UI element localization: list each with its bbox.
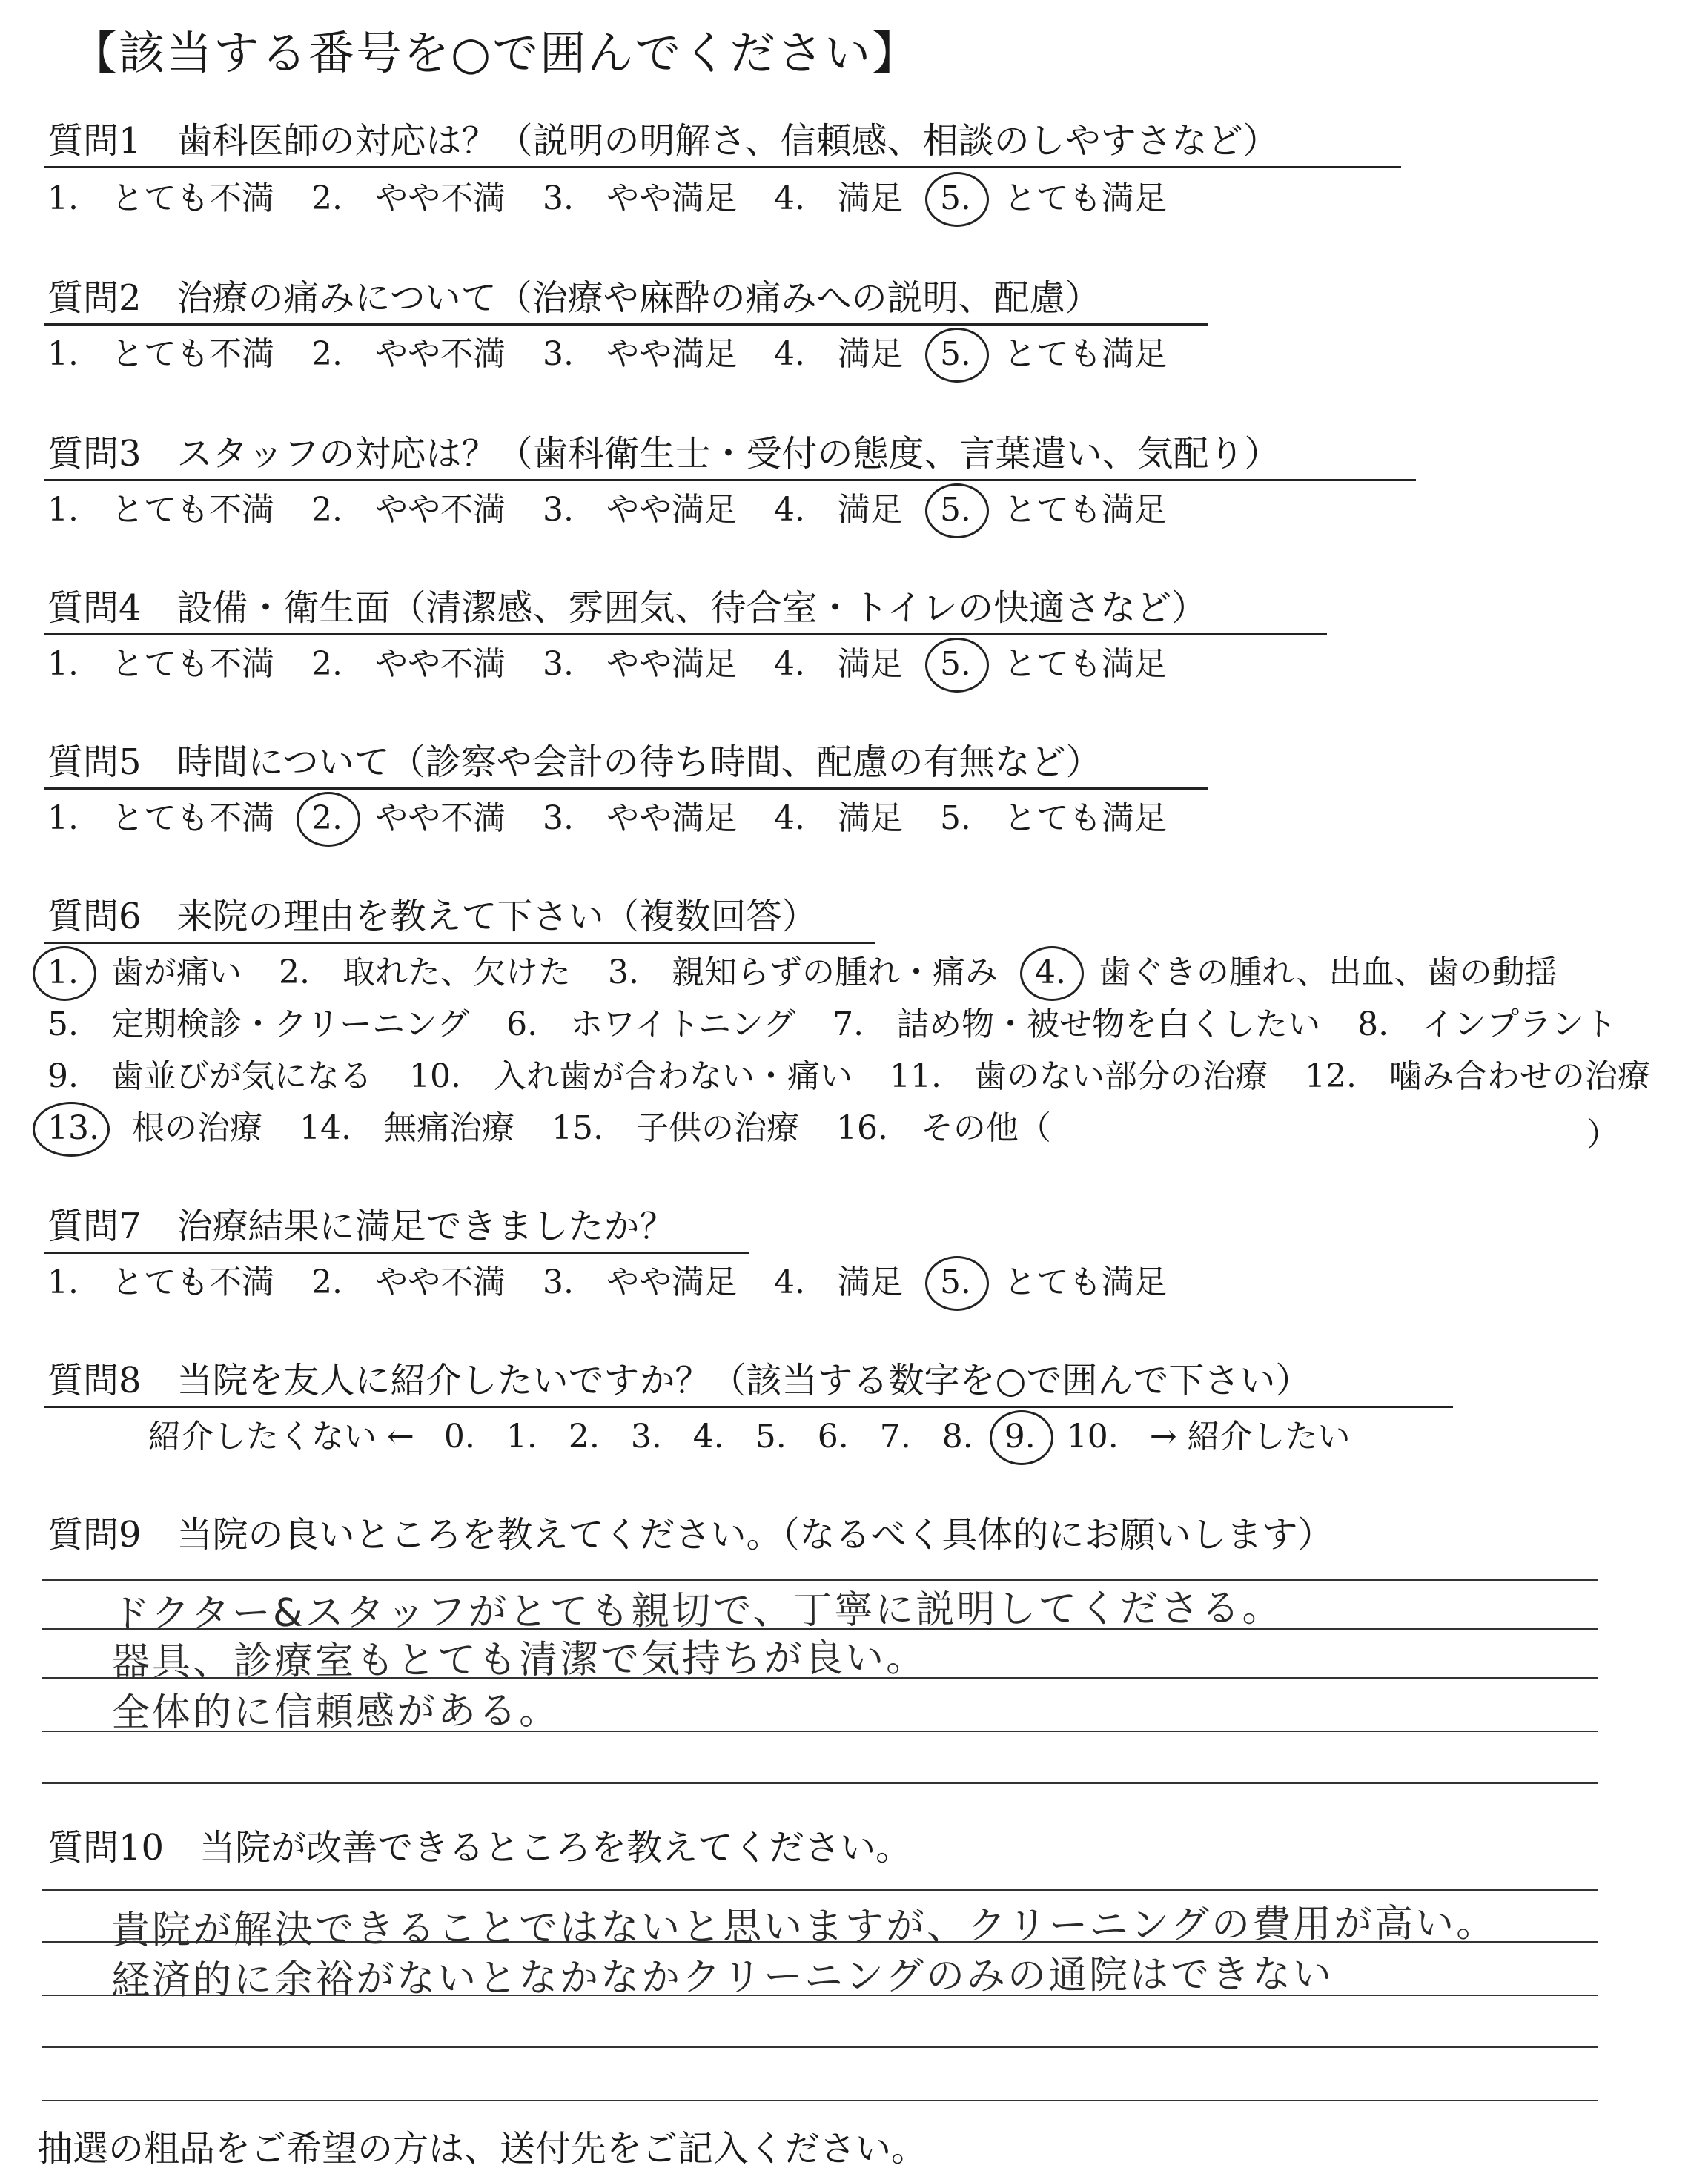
selection-circle xyxy=(925,172,989,227)
question-6-title: 質問6 来院の理由を教えて下さい（複数回答） xyxy=(47,896,818,937)
answer-option[interactable]: 1. 歯が痛い xyxy=(47,952,242,994)
answer-line xyxy=(42,1782,1598,1784)
question-7-options xyxy=(47,1262,1204,1303)
question-5-options xyxy=(47,798,1204,839)
answer-option[interactable]: 8. インプラント xyxy=(1357,1005,1618,1043)
question-5-underline xyxy=(44,787,1208,790)
question-2-options xyxy=(47,334,1204,375)
question-3-options xyxy=(47,489,1204,531)
selection-circle xyxy=(33,946,96,1001)
question-8-title: 質問8 当院を友人に紹介したいですか？（該当する数字を○で囲んで下さい） xyxy=(47,1360,1311,1401)
selection-circle xyxy=(990,1410,1053,1465)
answer-option[interactable]: 16. その他（ xyxy=(835,1109,1051,1147)
scale-option[interactable]: 3. xyxy=(630,1418,662,1455)
answer-option[interactable]: 4. 満足 xyxy=(773,645,903,683)
answer-option[interactable]: 5. とても満足 xyxy=(940,1262,1167,1303)
scale-option[interactable]: 8. xyxy=(941,1418,973,1455)
answer-option[interactable]: 15. 子供の治療 xyxy=(551,1109,799,1147)
question-9-title: 質問9 当院の良いところを教えてください。（なるべく具体的にお願いします） xyxy=(47,1514,1334,1556)
scale-option[interactable]: 10. xyxy=(1066,1418,1119,1455)
answer-option[interactable]: 2. やや不満 xyxy=(311,1263,506,1301)
scale-left-label: 紹介したくない ← xyxy=(148,1418,414,1455)
answer-option[interactable]: 4. 満足 xyxy=(773,179,903,217)
question-6-other-close-paren: ） xyxy=(1586,1116,1619,1154)
question-2-underline xyxy=(44,323,1208,326)
selection-circle xyxy=(33,1102,110,1157)
answer-option[interactable]: 6. ホワイトニング xyxy=(506,1005,796,1043)
scale-option[interactable]: 4. xyxy=(692,1418,724,1455)
scale-option[interactable]: 0. xyxy=(443,1418,475,1455)
answer-option[interactable]: 2. やや不満 xyxy=(311,645,506,683)
answer-option[interactable]: 4. 歯ぐきの腫れ、出血、歯の動揺 xyxy=(1035,952,1558,994)
question-7-title: 質問7 治療結果に満足できましたか？ xyxy=(47,1206,675,1247)
scale-option[interactable]: 2. xyxy=(568,1418,600,1455)
answer-option[interactable]: 3. 親知らずの腫れ・痛み xyxy=(607,954,998,991)
answer-line xyxy=(42,1889,1598,1891)
answer-option[interactable]: 3. やや満足 xyxy=(542,645,737,683)
answer-option[interactable]: 12. 噛み合わせの治療 xyxy=(1304,1057,1650,1095)
answer-option[interactable]: 5. 定期検診・クリーニング xyxy=(47,1005,470,1043)
question-10-answer-2: 経済的に余裕がないとなかなかクリーニングのみの通院はできない xyxy=(110,1952,1334,2003)
answer-option[interactable]: 13. 根の治療 xyxy=(47,1108,262,1149)
question-6-row-3 xyxy=(47,1056,1687,1097)
question-5-title: 質問5 時間について（診察や会計の待ち時間、配慮の有無など） xyxy=(47,741,1102,783)
selection-circle xyxy=(297,792,360,847)
scale-right-label: → 紹介したい xyxy=(1149,1418,1351,1455)
answer-option[interactable]: 2. やや不満 xyxy=(311,335,506,373)
answer-option[interactable]: 4. 満足 xyxy=(773,335,903,373)
selection-circle xyxy=(925,483,989,538)
answer-line xyxy=(42,2046,1598,2048)
answer-option[interactable]: 1. とても不満 xyxy=(47,335,274,373)
answer-option[interactable]: 14. 無痛治療 xyxy=(299,1109,514,1147)
answer-line xyxy=(42,2100,1598,2101)
answer-option[interactable]: 1. とても不満 xyxy=(47,1263,274,1301)
answer-option[interactable]: 3. やや満足 xyxy=(542,799,737,837)
question-6-row-1 xyxy=(47,952,1595,994)
question-1-title: 質問1 歯科医師の対応は？（説明の明解さ、信頼感、相談のしやすさなど） xyxy=(47,120,1279,162)
question-4-underline xyxy=(44,633,1327,635)
question-8-underline xyxy=(44,1406,1453,1408)
page-header: 【該当する番号を○で囲んでください】 xyxy=(71,26,920,80)
answer-option[interactable]: 4. 満足 xyxy=(773,799,903,837)
question-2-title: 質問2 治療の痛みについて（治療や麻酔の痛みへの説明、配慮） xyxy=(47,277,1101,319)
selection-circle xyxy=(1020,946,1084,1001)
answer-option[interactable]: 1. とても不満 xyxy=(47,491,274,529)
answer-option[interactable]: 1. とても不満 xyxy=(47,645,274,683)
question-9-answer-2: 器具、診療室もとても清潔で気持ちが良い。 xyxy=(110,1636,927,1685)
answer-option[interactable]: 1. とても不満 xyxy=(47,179,274,217)
gift-request-note: 抽選の粗品をご希望の方は、送付先をご記入ください。 xyxy=(37,2128,927,2170)
question-6-row-2 xyxy=(47,1004,1654,1045)
question-9-answer-1: ドクター&スタッフがとても親切で、丁寧に説明してくださる。 xyxy=(110,1585,1283,1637)
answer-option[interactable]: 2. やや不満 xyxy=(311,491,506,529)
question-10-title: 質問10 当院が改善できるところを教えてください。 xyxy=(47,1827,912,1868)
question-6-row-4 xyxy=(47,1108,1088,1149)
answer-option[interactable]: 5. とても満足 xyxy=(940,644,1167,685)
answer-option[interactable]: 10. 入れ歯が合わない・痛い xyxy=(408,1057,853,1095)
answer-option[interactable]: 3. やや満足 xyxy=(542,335,737,373)
selection-circle xyxy=(925,1256,989,1311)
answer-option[interactable]: 5. とても満足 xyxy=(939,799,1167,837)
question-1-underline xyxy=(44,166,1401,168)
answer-option[interactable]: 1. とても不満 xyxy=(47,799,274,837)
answer-option[interactable]: 3. やや満足 xyxy=(542,491,737,529)
question-4-options xyxy=(47,644,1204,685)
answer-option[interactable]: 3. やや満足 xyxy=(542,1263,737,1301)
question-8-scale xyxy=(148,1416,1383,1458)
answer-option[interactable]: 5. とても満足 xyxy=(940,334,1167,375)
question-10-answer-1: 貴院が解決できることではないと思いますが、クリーニングの費用が高い。 xyxy=(110,1901,1497,1953)
answer-option[interactable]: 4. 満足 xyxy=(773,491,903,529)
answer-option[interactable]: 11. 歯のない部分の治療 xyxy=(889,1057,1268,1095)
answer-option[interactable]: 4. 満足 xyxy=(773,1263,903,1301)
question-6-underline xyxy=(44,942,875,944)
scale-option[interactable]: 6. xyxy=(817,1418,849,1455)
question-3-title: 質問3 スタッフの対応は？（歯科衛生士・受付の態度、言葉遣い、気配り） xyxy=(47,433,1280,475)
question-4-title: 質問4 設備・衛生面（清潔感、雰囲気、待合室・トイレの快適さなど） xyxy=(47,587,1208,629)
answer-option[interactable]: 9. 歯並びが気になる xyxy=(47,1057,372,1095)
answer-option[interactable]: 7. 詰め物・被せ物を白くしたい xyxy=(833,1005,1321,1043)
answer-option[interactable]: 3. やや満足 xyxy=(542,179,737,217)
scale-option[interactable]: 1. xyxy=(506,1418,537,1455)
scale-option[interactable]: 5. xyxy=(755,1418,787,1455)
answer-option[interactable]: 2. やや不満 xyxy=(311,798,506,839)
answer-option[interactable]: 2. やや不満 xyxy=(311,179,506,217)
scale-option[interactable]: 7. xyxy=(879,1418,911,1455)
question-7-underline xyxy=(44,1252,749,1254)
scale-option[interactable]: 9. xyxy=(1004,1416,1036,1458)
answer-option[interactable]: 2. 取れた、欠けた xyxy=(278,954,571,991)
answer-option[interactable]: 5. とても満足 xyxy=(940,178,1167,219)
question-1-options xyxy=(47,178,1204,219)
question-3-underline xyxy=(44,479,1416,481)
answer-option[interactable]: 5. とても満足 xyxy=(940,489,1167,531)
selection-circle xyxy=(925,328,989,383)
selection-circle xyxy=(925,638,989,693)
question-9-answer-3: 全体的に信頼感がある。 xyxy=(110,1688,560,1736)
